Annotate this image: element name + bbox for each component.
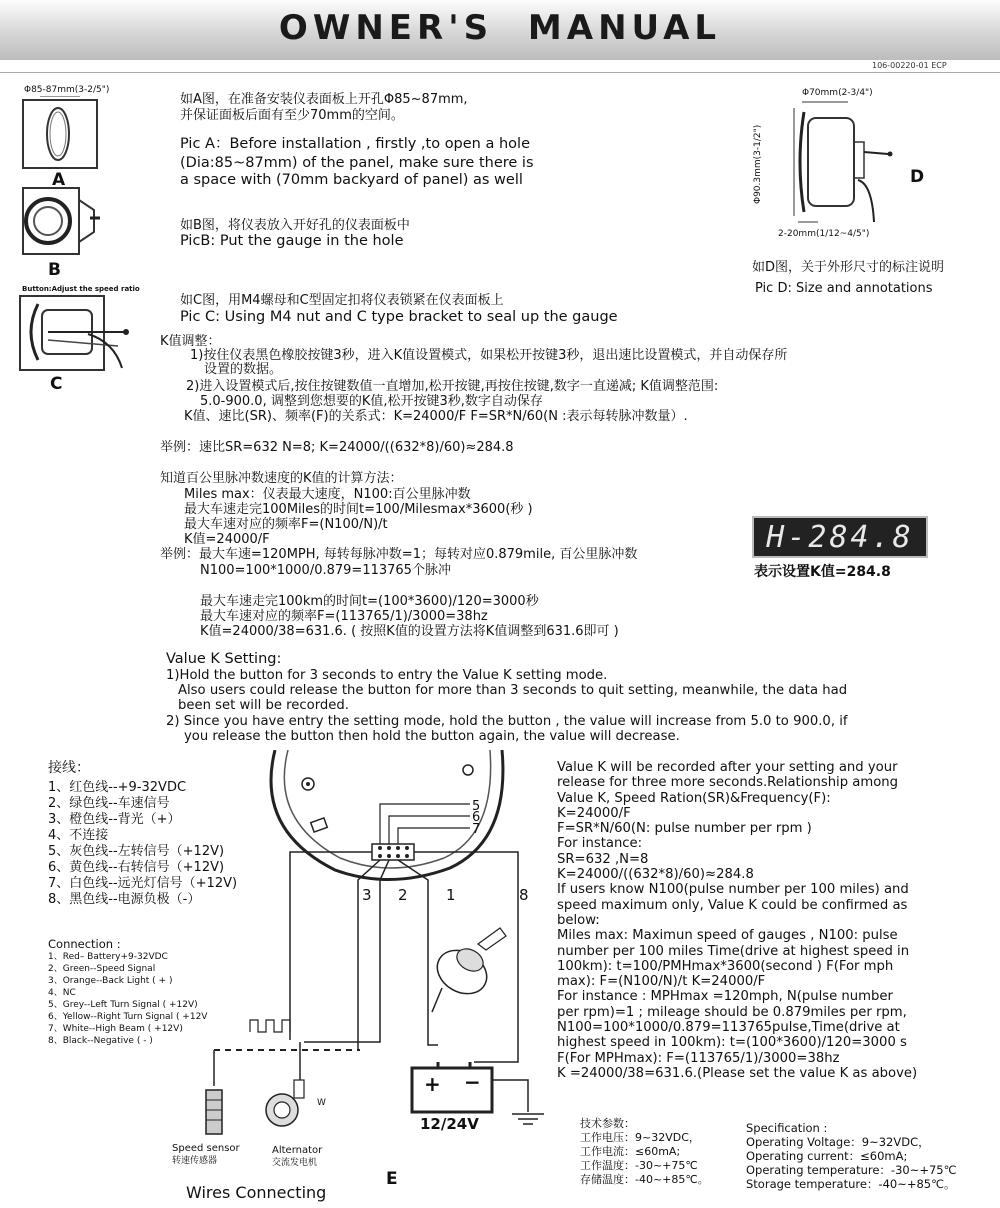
right-en-line-8: K=24000/((632*8)/60)≈284.8 bbox=[557, 867, 754, 883]
pic-c-cn: 如C图，用M4螺母和C型固定扣将仪表锁紧在仪表面板上 bbox=[180, 293, 504, 308]
k-cn-method5: 举例：最大车速=120MPH, 每转每脉冲数=1；每转对应0.879mile, 百公里脉冲数 bbox=[160, 547, 638, 562]
right-en-line-10: speed maximum only, Value K could be confirmed as bbox=[557, 897, 908, 913]
k-cn-line5: K值、速比(SR)、频率(F)的关系式：K=24000/F F=SR*N/60(N :表示每转脉冲数量）. bbox=[184, 409, 688, 424]
fig-b-label: B bbox=[48, 260, 61, 280]
k-cn-example1: 举例：速比SR=632 N=8; K=24000/((632*8)/60)≈284.8 bbox=[160, 440, 514, 455]
speed-sensor-label-en: Speed sensor bbox=[172, 1143, 240, 1154]
wiring-en-item-4: 4、NC bbox=[48, 988, 76, 998]
wiring-cn-title: 接线： bbox=[48, 760, 90, 776]
wires-connecting-caption: Wires Connecting bbox=[186, 1183, 327, 1202]
right-en-line-14: 100km): t=100/PMHmax*3600(second ) F(For mph bbox=[557, 958, 894, 974]
wiring-cn-item-3: 3、橙色线--背光（+） bbox=[48, 812, 181, 827]
right-en-line-19: highest speed in 100km): t=(100*3600)/120=3000 s bbox=[557, 1035, 907, 1051]
pic-b-en: PicB: Put the gauge in the hole bbox=[180, 233, 404, 249]
k-cn-method3: 最大车速对应的频率F=(N100/N)/t bbox=[184, 517, 388, 532]
alternator-label-cn: 交流发电机 bbox=[272, 1158, 318, 1168]
wiring-cn-item-4: 4、不连接 bbox=[48, 828, 109, 843]
wiring-en-item-5: 5、Grey--Left Turn Signal ( +12V) bbox=[48, 1000, 198, 1010]
wiring-en-item-7: 7、White--High Beam ( +12V) bbox=[48, 1024, 183, 1034]
k-en-line1: 1)Hold the button for 3 seconds to entry the Value K setting mode. bbox=[166, 668, 608, 683]
wiring-cn-item-8: 8、黑色线--电源负极（-） bbox=[48, 892, 201, 907]
right-en-line-7: SR=632 ,N=8 bbox=[557, 851, 649, 867]
fig-a-label: A bbox=[52, 170, 66, 190]
right-en-line-2: release for three more seconds.Relationship among bbox=[557, 775, 898, 791]
right-en-line-16: For instance : MPHmax =120mph, N(pulse number bbox=[557, 989, 893, 1005]
alternator-terminal-w: W bbox=[317, 1098, 326, 1108]
speed-sensor-label-cn: 转速传感器 bbox=[172, 1156, 218, 1166]
wiring-diagram bbox=[160, 750, 550, 1140]
k-cn-method6: N100=100*1000/0.879=113765个脉冲 bbox=[200, 563, 451, 578]
right-en-line-4: K=24000/F bbox=[557, 805, 631, 821]
spec-cn-voltage: 工作电压：9~32VDC， bbox=[580, 1131, 700, 1144]
fig-d-side-dimension: Φ90.3mm(3-1/2") bbox=[753, 124, 763, 204]
k-en-line5: you release the button then hold the button again, the value will decrease. bbox=[184, 729, 680, 744]
k-cn-line1: 1)按住仪表黑色橡胶按键3秒，进入K值设置模式，如果松开按键3秒，退出速比设置模式，并自动保存所 bbox=[190, 348, 788, 363]
right-en-line-18: N100=100*1000/0.879=113765pulse,Time(drive at bbox=[557, 1020, 900, 1036]
lcd-caption: 表示设置K值=284.8 bbox=[754, 564, 891, 580]
speed-sensor-icon bbox=[206, 1090, 222, 1134]
spec-en-voltage: Operating Voltage：9~32VDC， bbox=[746, 1135, 930, 1149]
wiring-en-item-8: 8、Black--Negative ( - ) bbox=[48, 1036, 153, 1046]
wiring-cn-item-2: 2、绿色线--车速信号 bbox=[48, 796, 170, 811]
doc-number: 106-00220-01 ECP bbox=[872, 61, 947, 70]
right-en-line-9: If users know N100(pulse number per 100 miles) and bbox=[557, 882, 909, 898]
lcd-display bbox=[752, 516, 928, 558]
wiring-en-title: Connection : bbox=[48, 937, 121, 951]
k-en-line2: Also users could release the button for more than 3 seconds to quit setting, meanwhile, the data had bbox=[178, 683, 848, 698]
wiring-cn-item-5: 5、灰色线--左转信号（+12V) bbox=[48, 844, 225, 859]
k-en-title: Value K Setting: bbox=[166, 651, 282, 667]
fig-d-label: D bbox=[910, 167, 925, 187]
pic-c-en: Pic C: Using M4 nut and C type bracket to seal up the gauge bbox=[180, 309, 618, 325]
pic-a-cn-line2: 并保证面板后面有至少70mm的空间。 bbox=[180, 108, 404, 123]
header-divider bbox=[0, 72, 1000, 73]
spec-cn-block bbox=[580, 1117, 709, 1187]
right-en-line-13: number per 100 miles Time(drive at highest speed in bbox=[557, 943, 910, 959]
pin-label-5: 5 bbox=[472, 799, 481, 814]
ignition-switch bbox=[429, 928, 506, 1012]
wire-number-1: 1 bbox=[446, 886, 456, 904]
fig-d-bottom-dimension: 2-20mm(1/12~4/5") bbox=[778, 229, 870, 239]
battery-plus: + bbox=[424, 1072, 441, 1096]
alternator-label-en: Alternator bbox=[272, 1145, 323, 1156]
pic-d-en: Pic D: Size and annotations bbox=[755, 281, 933, 296]
k-cn-method4: K值=24000/F bbox=[184, 532, 270, 547]
pin-label-6: 6 bbox=[472, 810, 481, 825]
fig-d-top-dimension: Φ70mm(2-3/4") bbox=[802, 88, 873, 98]
right-en-line-12: Miles max: Maximun speed of gauges , N100: pulse bbox=[557, 928, 898, 944]
wiring-cn-item-1: 1、红色线--+9-32VDC bbox=[48, 780, 187, 795]
fig-c-drawing bbox=[18, 294, 130, 374]
right-en-line-3: Value K, Speed Ration(SR)&Frequency(F): bbox=[557, 790, 831, 806]
fig-a-panel bbox=[23, 96, 97, 168]
k-cn-line4: 5.0-900.0, 调整到您想要的K值,松开按键3秒,数字自动保存 bbox=[200, 394, 543, 409]
page-title: OWNER'S MANUAL bbox=[278, 8, 722, 48]
pic-a-en-line2: (Dia:85~87mm) of the panel, make sure there is bbox=[180, 155, 534, 171]
right-en-line-1: Value K will be recorded after your setting and your bbox=[557, 760, 898, 775]
pulse-wave-icon bbox=[250, 1020, 290, 1032]
spec-en-block bbox=[746, 1121, 957, 1191]
spec-en-title: Specification : bbox=[746, 1121, 828, 1135]
spec-cn-current: 工作电流：≤60mA; bbox=[580, 1145, 681, 1158]
k-cn-method-title: 知道百公里脉冲数速度的K值的计算方法： bbox=[160, 471, 403, 486]
spec-en-storage-temp: Storage temperature：-40~+85℃。 bbox=[746, 1177, 956, 1191]
k-en-line3: been set will be recorded. bbox=[178, 698, 349, 713]
wiring-en-item-6: 6、Yellow--Right Turn Signal ( +12V bbox=[48, 1012, 208, 1022]
lcd-value: H-284.8 bbox=[766, 520, 914, 555]
wiring-en-item-3: 3、Orange--Back Light ( + ) bbox=[48, 976, 173, 986]
wiring-cn-item-7: 7、白色线--远光灯信号（+12V) bbox=[48, 876, 238, 891]
spec-en-current: Operating current：≤60mA; bbox=[746, 1149, 908, 1163]
mount-hole-right bbox=[463, 765, 473, 775]
k-cn-method1: Miles max：仪表最大速度，N100:百公里脉冲数 bbox=[184, 487, 471, 502]
pic-d-cn: 如D图，关于外形尺寸的标注说明 bbox=[752, 260, 945, 275]
alternator-icon bbox=[266, 1080, 304, 1126]
right-en-line-15: max): F=(N100/N)/t K=24000/F bbox=[557, 974, 766, 990]
k-cn-method2: 最大车速走完100Miles的时间t=100/Milesmax*3600(秒 ) bbox=[184, 502, 533, 517]
right-en-line-21: K =24000/38=631.6.(Please set the value K as above) bbox=[557, 1065, 918, 1081]
k-en-line4: 2) Since you have entry the setting mode, hold the button , the value will increase from 5.0 to 900.0, if bbox=[166, 714, 848, 729]
wiring-cn-item-6: 6、黄色线--右转信号（+12V) bbox=[48, 860, 225, 875]
fig-b-gauge bbox=[23, 188, 100, 254]
right-en-line-17: per rpm)=1 ; mileage should be 0.879miles per rpm, bbox=[557, 1004, 907, 1020]
k-cn-title: K值调整： bbox=[160, 334, 221, 349]
fig-c-label: C bbox=[50, 374, 63, 394]
right-en-line-20: F(For MPHmax): F=(113765/1)/3000=38hz bbox=[557, 1050, 840, 1066]
right-en-line-11: below: bbox=[557, 912, 600, 928]
wiring-en-item-1: 1、Red– Battery+9-32VDC bbox=[48, 952, 168, 962]
pic-b-cn: 如B图，将仪表放入开好孔的仪表面板中 bbox=[180, 218, 410, 233]
battery-voltage: 12/24V bbox=[420, 1115, 479, 1133]
fig-e-label: E bbox=[386, 1169, 398, 1189]
pic-a-cn-line1: 如A图，在准备安装仪表面板上开孔Φ85~87mm, bbox=[180, 92, 468, 107]
spec-en-op-temp: Operating temperature：-30~+75℃ bbox=[746, 1163, 957, 1177]
pic-a-en-line1: Pic A：Before installation , firstly ,to open a hole bbox=[180, 136, 530, 152]
fig-a-dimension: Φ85-87mm(3-2/5") bbox=[24, 85, 110, 95]
fig-c-caption: Button:Adjust the speed ratio bbox=[22, 285, 140, 293]
wire-number-8: 8 bbox=[519, 886, 529, 904]
wire-number-2: 2 bbox=[398, 886, 408, 904]
k-cn-method8: 最大车速对应的频率F=(113765/1)/3000=38hz bbox=[200, 609, 488, 624]
right-en-line-6: For instance: bbox=[557, 836, 643, 852]
wire-number-3: 3 bbox=[362, 886, 372, 904]
spec-cn-title: 技术参数： bbox=[580, 1117, 635, 1130]
right-en-line-5: F=SR*N/60(N: pulse number per rpm ) bbox=[557, 821, 812, 837]
spec-cn-storage-temp: 存储温度：-40~+85℃。 bbox=[580, 1173, 709, 1186]
k-cn-line2: 设置的数据。 bbox=[204, 362, 283, 377]
header-banner bbox=[0, 0, 1000, 60]
battery-minus: − bbox=[464, 1070, 481, 1094]
pin-label-7: 7 bbox=[472, 822, 481, 837]
k-cn-method9: K值=24000/38=631.6. ( 按照K值的设置方法将K值调整到631.6即可 ) bbox=[200, 624, 619, 639]
right-en-text bbox=[557, 760, 917, 1081]
wiring-en-item-2: 2、Green--Speed Signal bbox=[48, 964, 156, 974]
pic-a-en-line3: a space with (70mm backyard of panel) as well bbox=[180, 172, 523, 188]
adjust-button bbox=[311, 818, 328, 832]
spec-cn-op-temp: 工作温度：-30~+75℃ bbox=[580, 1159, 698, 1172]
fig-d-drawing bbox=[758, 98, 898, 228]
k-cn-line3: 2)进入设置模式后,按住按键数值一直增加,松开按键,再按住按键,数字一直递减; K值调整范围: bbox=[186, 379, 719, 394]
k-cn-method7: 最大车速走完100km的时间t=(100*3600)/120=3000秒 bbox=[200, 594, 539, 609]
